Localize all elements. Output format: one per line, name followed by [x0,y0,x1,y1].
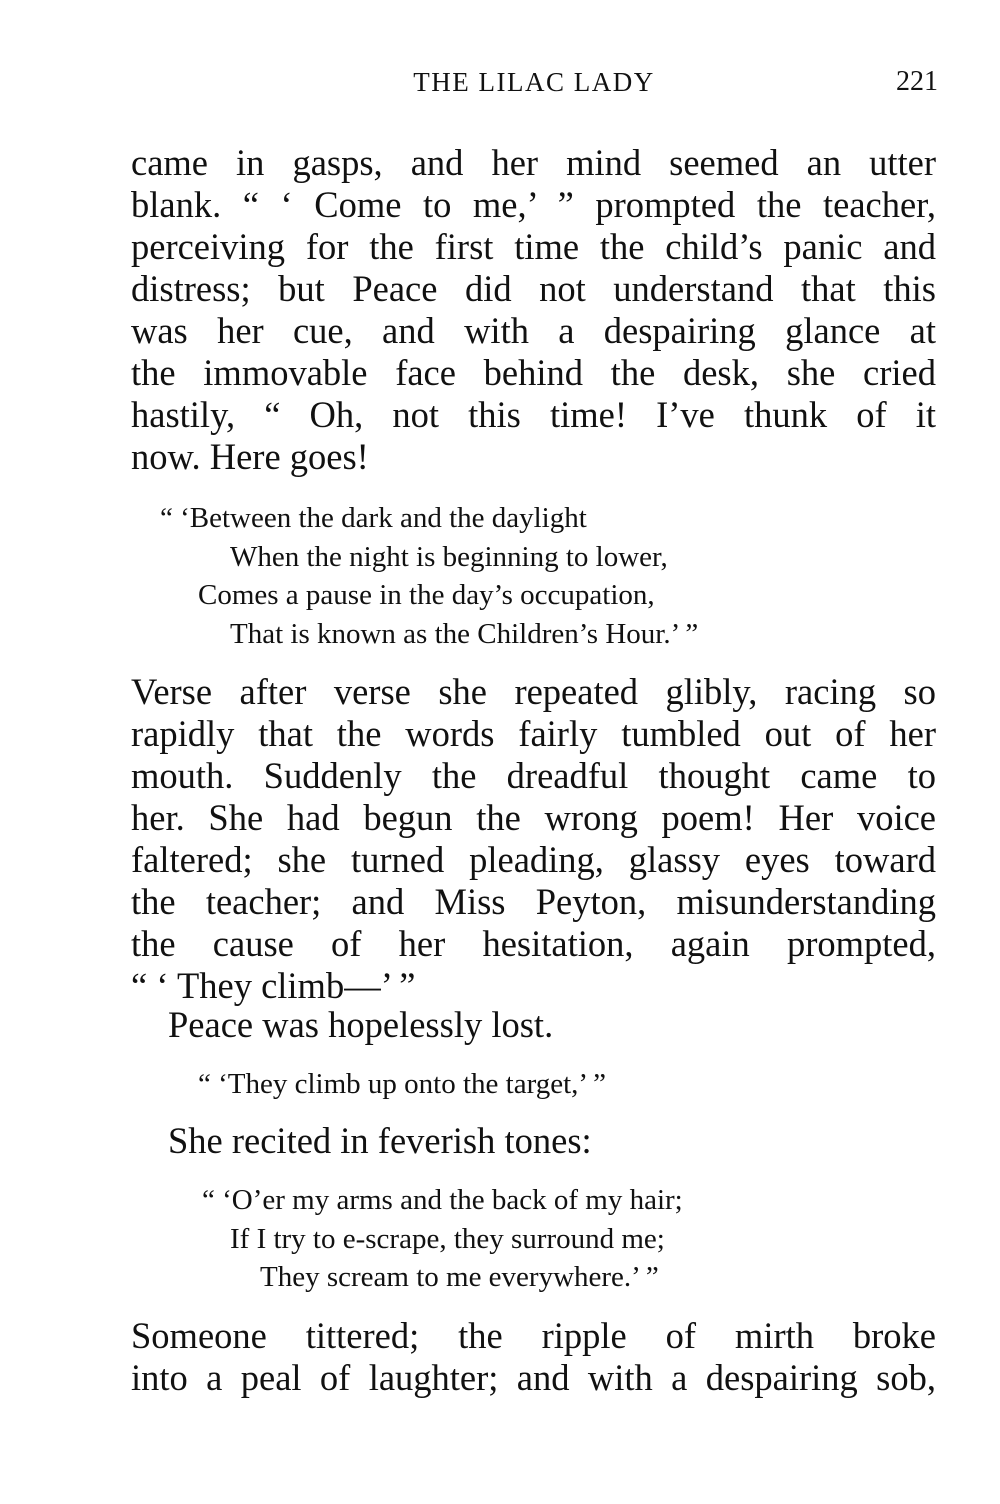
text-line: perceiving for the first time the child’s panic and [131,226,936,267]
text-line: the teacher; and Miss Peyton, misunderstanding [131,881,936,922]
page-number: 221 [896,66,938,97]
verse-line: If I try to e-scrape, they surround me; [230,1222,665,1255]
text-line: the immovable face behind the desk, she cried [131,352,936,393]
peace-lost-line: Peace was hopelessly lost. [168,1004,554,1045]
verse-line: They scream to me everywhere.’ ” [260,1261,659,1293]
text-line: faltered; she turned pleading, glassy eyes toward [131,839,936,880]
text-line: rapidly that the words fairly tumbled out of her [131,713,936,754]
text-line: the cause of her hesitation, again prompted, [131,923,936,964]
verse-line: That is known as the Children’s Hour.’ ” [230,617,699,650]
verse-2 [198,1065,606,1104]
verse-line: When the night is beginning to lower, [230,540,668,573]
text-line: mouth. Suddenly the dreadful thought came to [131,755,936,796]
verse-1 [160,499,698,653]
verse-3 [202,1181,683,1297]
paragraph-1 [131,142,936,478]
text-line: was her cue, and with a despairing glance at [131,310,936,351]
paragraph-3 [131,1315,936,1399]
recited-line: She recited in feverish tones: [168,1120,592,1161]
text-line: blank. “ ‘ Come to me,’ ” prompted the teacher, [131,184,936,225]
paragraph-2 [131,671,936,1007]
text-line: distress; but Peace did not understand that this [131,268,936,309]
text-line: into a peal of laughter; and with a despairing sob, [131,1357,936,1398]
page-header [130,62,938,102]
running-title: THE LILAC LADY [413,67,655,97]
verse-line: “ ‘O’er my arms and the back of my hair; [202,1184,683,1216]
text-line: her. She had begun the wrong poem! Her voice [131,797,936,838]
text-line: Someone tittered; the ripple of mirth broke [131,1315,936,1356]
verse-line: Comes a pause in the day’s occupation, [198,579,655,611]
text-line: now. Here goes! [131,436,369,477]
verse-line: “ ‘Between the dark and the daylight [160,502,587,534]
text-line: “ ‘ They climb—’ ” [131,965,416,1006]
text-line: came in gasps, and her mind seemed an utter [131,142,936,183]
text-line: Verse after verse she repeated glibly, racing so [131,671,936,712]
text-line: hastily, “ Oh, not this time! I’ve thunk of it [131,394,936,435]
verse-line: “ ‘They climb up onto the target,’ ” [198,1068,607,1100]
